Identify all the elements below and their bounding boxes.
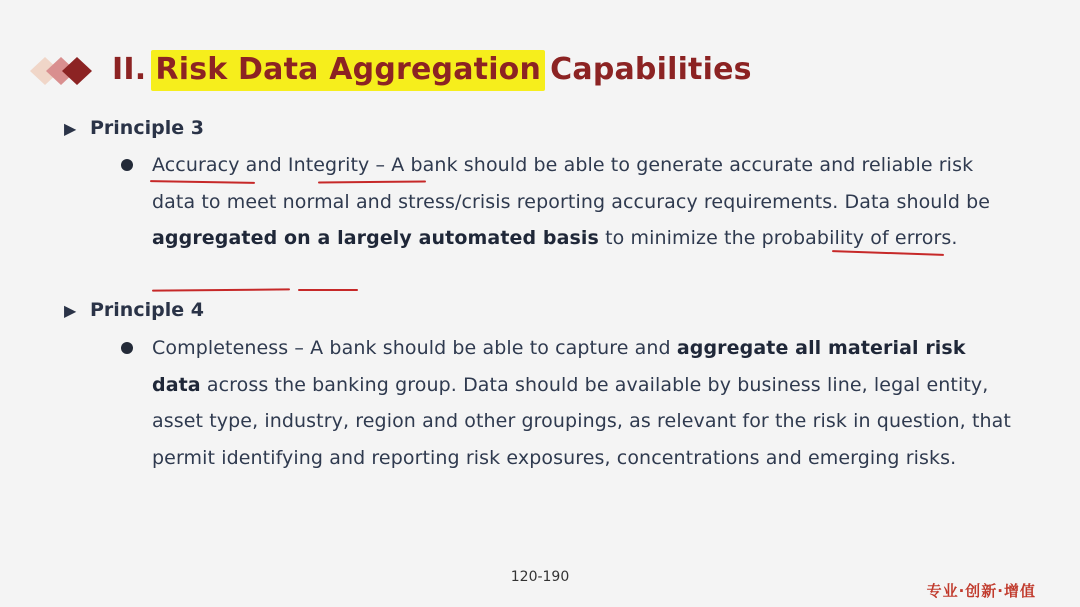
bullet-dot-icon	[121, 159, 133, 171]
p4-start: Completeness – A bank should be able to capture and	[152, 337, 677, 359]
p3-integrity: Integrity	[287, 154, 370, 176]
p3-body: – A bank should be able to generate accurate and reliable risk data to meet normal and stress/crisis reporting accuracy requirements. Data should be	[152, 154, 991, 213]
p3-end: to minimize the probability of errors.	[598, 227, 958, 249]
underline-annotation	[152, 288, 290, 291]
arrow-bullet-icon: ▶	[64, 301, 77, 320]
p4-bold: aggregate all material risk data	[152, 337, 966, 396]
principle-4-heading	[64, 299, 204, 321]
title-numeral: II.	[112, 52, 147, 87]
bullet-dot-icon	[121, 342, 133, 354]
p4-body: across the banking group. Data should be available by business line, legal entity, asset type, industry, region and other groupings, as relevant for the risk in question, that permit identifying and reporting risk exposures, concentrations and emerging risks.	[152, 373, 1011, 469]
principle-4-label: Principle 4	[90, 299, 204, 321]
p3-and: and	[239, 154, 288, 176]
principle-3-label: Principle 3	[90, 117, 204, 139]
principle-4-text	[152, 330, 1012, 476]
page-number: 120-190	[510, 569, 570, 585]
p3-bold: aggregated on a largely automated basis	[152, 227, 599, 249]
p3-accuracy: Accuracy	[152, 154, 240, 176]
title-highlighted: Risk Data Aggregation	[151, 50, 545, 91]
principle-3-heading	[64, 117, 204, 139]
brand-slogan: 专业·创新·增值	[926, 582, 1036, 600]
arrow-bullet-icon: ▶	[64, 119, 77, 138]
underline-annotation	[298, 289, 358, 291]
slide-title	[112, 47, 752, 93]
diamond-logo-icon	[28, 54, 108, 88]
title-rest: Capabilities	[550, 52, 752, 87]
principle-3-text	[152, 147, 1012, 257]
